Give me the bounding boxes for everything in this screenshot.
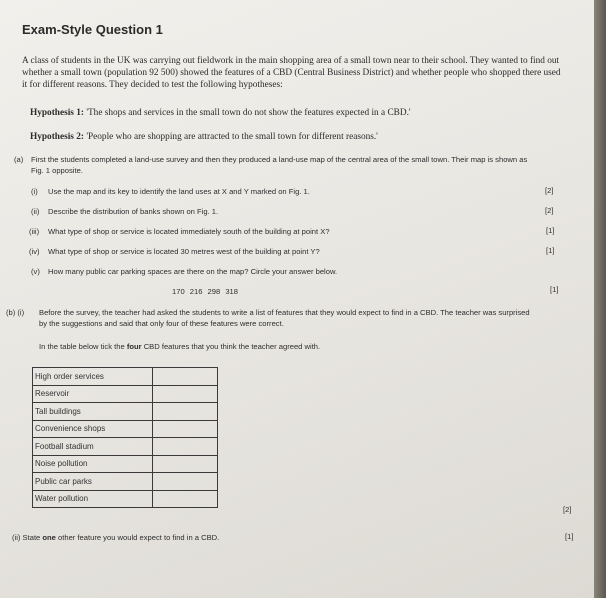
- question-a-ii: Describe the distribution of banks shown on Fig. 1.: [48, 207, 219, 216]
- question-a-i-num: (i): [31, 187, 38, 196]
- book-edge: [594, 0, 606, 598]
- feature-label: Football stadium: [33, 438, 153, 456]
- page-title: Exam-Style Question 1: [22, 22, 163, 37]
- feature-label: Water pollution: [33, 490, 153, 508]
- table-row: [33, 420, 218, 438]
- cbd-features-table: [32, 367, 218, 508]
- tick-box[interactable]: [153, 385, 218, 403]
- part-a-label: (a): [14, 155, 24, 164]
- intro-paragraph: A class of students in the UK was carrying out fieldwork in the main shopping area of a small town near to their school. They wanted to find out whether a small town (population 92 500) showed the features of a CBD (Central Business District) and whether people who shopped there used it for different reasons. They decided to test the following hypotheses:: [22, 56, 561, 90]
- hypothesis-1-text: 'The shops and services in the small town do not show the features expected in a CBD.': [86, 108, 411, 118]
- mark-b-ii: [1]: [565, 532, 574, 541]
- tick-box[interactable]: [153, 455, 218, 473]
- question-a-v-num: (v): [31, 267, 40, 276]
- answer-options: 170 216 298 318: [172, 287, 239, 296]
- table-row: [33, 368, 218, 386]
- hypothesis-1-label: Hypothesis 1:: [30, 108, 84, 118]
- hypothesis-2-text: 'People who are shopping are attracted to the small town for different reasons.': [86, 132, 378, 142]
- instruction-post: CBD features that you think the teacher agreed with.: [141, 342, 321, 351]
- table-row: [33, 385, 218, 403]
- instruction-bold: four: [126, 342, 142, 351]
- feature-label: Noise pollution: [33, 455, 153, 473]
- mark-b-i: [2]: [563, 505, 572, 514]
- tick-box[interactable]: [153, 403, 218, 421]
- tick-box[interactable]: [153, 420, 218, 438]
- question-a-i: Use the map and its key to identify the land uses at X and Y marked on Fig. 1.: [48, 187, 310, 196]
- tick-box[interactable]: [153, 473, 218, 491]
- question-a-v: How many public car parking spaces are there on the map? Circle your answer below.: [48, 267, 338, 276]
- table-row: [33, 438, 218, 456]
- question-b-ii-post: other feature you would expect to find in a CBD.: [55, 533, 220, 542]
- part-b-label: (b) (i): [6, 308, 25, 317]
- tick-box[interactable]: [153, 490, 218, 508]
- feature-label: Convenience shops: [33, 420, 153, 438]
- tick-box[interactable]: [153, 368, 218, 386]
- question-a-iii: What type of shop or service is located immediately south of the building at point X?: [48, 227, 330, 236]
- question-b-ii-pre: (ii) State: [12, 533, 43, 542]
- part-a-text: First the students completed a land-use survey and then they produced a land-use map of the central area of the small town. Their map is shown as Fig. 1 opposite.: [31, 155, 528, 175]
- tick-box[interactable]: [153, 438, 218, 456]
- feature-label: Reservoir: [33, 385, 153, 403]
- part-b-text: Before the survey, the teacher had asked the students to write a list of features that they would expect to find in a CBD. The teacher was surprised by the suggestions and said that only four of these features were correct.: [39, 308, 530, 328]
- instruction-pre: In the table below tick the: [39, 342, 127, 351]
- table-row: [33, 490, 218, 508]
- table-row: [33, 403, 218, 421]
- question-b-ii: [12, 532, 512, 543]
- question-a-iv: What type of shop or service is located 30 metres west of the building at point Y?: [48, 247, 320, 256]
- hypothesis-2: [30, 132, 550, 142]
- mark-a-v: [1]: [550, 285, 559, 294]
- hypothesis-2-label: Hypothesis 2:: [30, 132, 84, 142]
- feature-label: Public car parks: [33, 473, 153, 491]
- hypothesis-1: [30, 108, 550, 118]
- question-a-iii-num: (iii): [29, 227, 40, 236]
- feature-label: Tall buildings: [33, 403, 153, 421]
- table-row: [33, 473, 218, 491]
- question-a-ii-num: (ii): [31, 207, 40, 216]
- feature-label: High order services: [33, 368, 153, 386]
- mark-a-ii: [2]: [545, 206, 554, 215]
- question-b-ii-bold: one: [42, 533, 56, 542]
- mark-a-iii: [1]: [546, 226, 555, 235]
- mark-a-iv: [1]: [546, 246, 555, 255]
- question-a-iv-num: (iv): [29, 247, 40, 256]
- part-b-instruction: [39, 341, 539, 352]
- table-row: [33, 455, 218, 473]
- mark-a-i: [2]: [545, 186, 554, 195]
